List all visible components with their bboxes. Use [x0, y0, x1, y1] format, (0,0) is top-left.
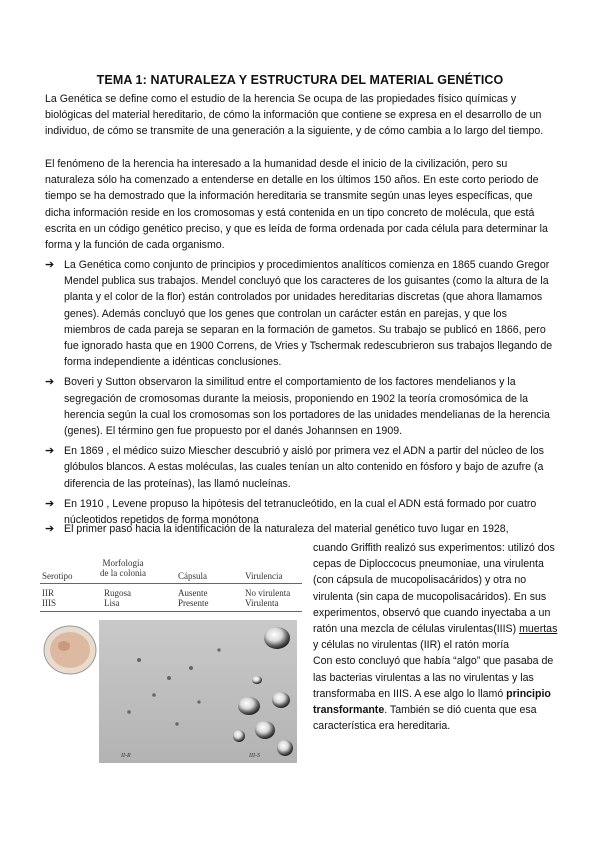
history-bullet-list	[45, 257, 555, 532]
row-2-serotipo: IIIS	[42, 598, 56, 608]
row-1-serotipo: IIR	[42, 588, 54, 598]
petri-dish-image	[40, 620, 98, 676]
photo-caption-right: III-S	[249, 753, 260, 759]
griffith-text-a: cuando Griffith realizó sus experimentos: utilizó dos cepas de Diploccocus pneumoniae, una virulenta (con cápsula de mucopolisacáridos) y otra no virulenta (sin capa de mucopolisacáridos). En sus experimentos, observó que cuando inyectaba a un ratón una mezcla de células virulentas(IIIS)	[313, 542, 555, 636]
intro-paragraph: La Genética se define como el estudio de la herencia Se ocupa de las propiedades físico químicas y biológicas del material hereditario, de cómo la información que contiene se expresa en el desarrollo de un individuo, de cómo se transmite de una generación a la siguiente, y de cómo cambia a lo largo del tiempo.	[45, 93, 544, 138]
table-rule	[40, 611, 302, 612]
arrow-icon: ➔	[45, 445, 55, 458]
griffith-text-column	[313, 540, 561, 734]
photo-caption-left: II-R	[121, 753, 131, 759]
bullet-boveri-sutton	[45, 374, 555, 439]
bullet-text: La Genética como conjunto de principios y procedimientos analíticos comienza en 1865 cuando Gregor Mendel publica sus trabajos. Mendel concluyó que los caracteres de los guisantes (como la altura de la planta y el color de la flor) están controlados por unidades hereditarias discretas (que ahora llamamos genes). Además concluyó que los genes que controlan un carácter están en parejas, y que los miembros de cada pareja se separan en la formación de gametos. Su trabajo se publicó en 1866, pero fue ignorado hasta que en 1900 Correns, de Vries y Tschermak redescubrieron sus trabajos llegando de forma independiente a idénticas conclusiones.	[64, 259, 553, 369]
bullet-griffith	[45, 521, 555, 537]
row-1-virulencia: No virulenta	[245, 588, 291, 598]
row-2-virulencia: Virulenta	[245, 598, 279, 608]
bullet-text: En 1910 , Levene propuso la hipótesis del tetranucleótido, en la cual el ADN está formado por cuatro núcleotidos repetidos de forma monótona	[64, 497, 537, 527]
header-capsula: Cápsula	[178, 571, 207, 581]
header-virulencia: Virulencia	[245, 571, 283, 581]
history-paragraph: El fenómeno de la herencia ha interesado a la humanidad desde el inicio de la civilización, pero su naturaleza sólo ha comenzado a entenderse en detalle en los últimos 150 años. En este corto periodo de tiempo se ha demostrado que la información hereditaria se transmite según unas leyes específicas, que dicha información reside en los cromosomas y está contenida en un tipo concreto de molécula, que está escrita en un código genético preciso, y que es leída de forma ordenada por cada célula para determinar la forma y la función de cada organismo.	[45, 158, 548, 252]
table-rule	[40, 583, 302, 584]
griffith-text-b: y células no virulentas (IIR) el ratón moría	[313, 639, 510, 652]
principio-transformante: principio transformante	[313, 687, 551, 717]
colony-photo	[99, 620, 297, 763]
bullet-text: Boveri y Sutton observaron la similitud entre el comportamiento de los factores mendelianos y la segregación de cromosomas durante la meiosis, proponiendo en 1902 la teoría cromosómica de la herencia según la cual los cromosomas son los portadores de las unidades mendelianas de la herencia (genes). El término gen fue propuesto por el danés Johannsen en 1909.	[64, 376, 550, 438]
page-title: TEMA 1: NATURALEZA Y ESTRUCTURA DEL MATERIAL GENÉTICO	[96, 73, 504, 87]
griffith-figure	[40, 553, 302, 765]
bullet-miescher	[45, 443, 555, 492]
bullet-text: El primer paso hacia la identificación de la naturaleza del material genético tuvo lugar en 1928,	[64, 523, 509, 535]
header-morfologia: Morfología de la colonia	[100, 558, 146, 578]
row-1-morfologia: Rugosa	[104, 588, 131, 598]
muertas-underlined: muertas	[519, 623, 558, 636]
arrow-icon: ➔	[45, 497, 55, 510]
griffith-text-d: . También se dió cuenta que esa característica era hereditaria.	[313, 704, 537, 733]
arrow-icon: ➔	[45, 376, 55, 389]
row-2-morfologia: Lisa	[104, 598, 120, 608]
griffith-text-c: Con esto concluyó que había “algo” que pasaba de las bacterias virulentas a las no virulentas y las transformaba en IIIS. A ese algo lo llamó	[313, 655, 554, 700]
arrow-icon: ➔	[45, 523, 55, 535]
row-1-capsula: Ausente	[178, 588, 208, 598]
colony-photo-graphic	[99, 620, 297, 763]
bullet-text: En 1869 , el médico suizo Miescher descubrió y aisló por primera vez el ADN a partir del núcleo de los glóbulos blancos. A estas moléculas, las cuales tenían un alto contenido en fósforo y bajo de azufre (a diferencia de las proteínas), las llamó nucleínas.	[64, 445, 544, 490]
bullet-mendel	[45, 257, 555, 370]
arrow-icon: ➔	[45, 259, 55, 271]
row-2-capsula: Presente	[178, 598, 209, 608]
header-serotipo: Serotipo	[42, 571, 73, 581]
